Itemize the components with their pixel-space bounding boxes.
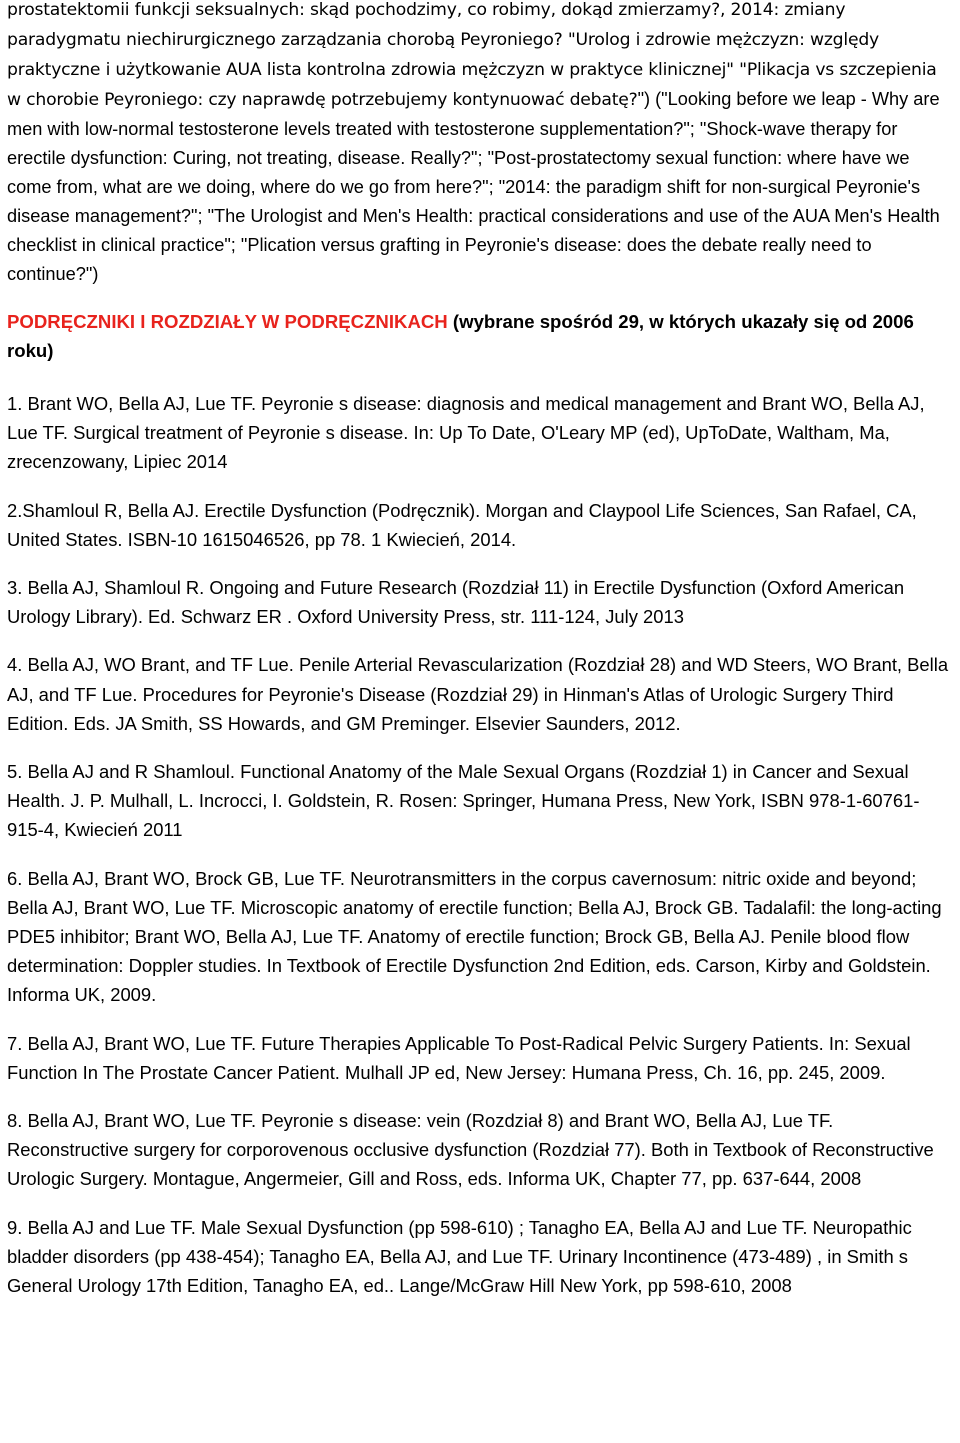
reference-entry-1: 1. Brant WO, Bella AJ, Lue TF. Peyronie s disease: diagnosis and medical management and Brant WO, Bella AJ, Lue TF. Surgical treatment of Peyronie s disease. In: Up To Date, O'Leary MP (ed), UpToDate, Waltham, Ma, zrecenzowany, Lipiec 2014 (7, 393, 925, 473)
reference-entry-6: 6. Bella AJ, Brant WO, Brock GB, Lue TF. Neurotransmitters in the corpus cavernosum: nitric oxide and beyond; Bella AJ, Brant WO, Lue TF. Microscopic anatomy of erectile function; Bella AJ, Brock GB. Tadalafil: the long-acting PDE5 inhibitor; Brant WO, Bella AJ, Lue TF. Anatomy of erectile function; Brock GB, Bella AJ. Penile blood flow determination: Doppler studies. In Textbook of Erectile Dysfunction 2nd Edition, eds. Carson, Kirby and Goldstein. Informa UK, 2009. (7, 867, 942, 1006)
section-title: PODRĘCZNIKI I ROZDZIAŁY W PODRĘCZNIKACH (7, 311, 448, 332)
reference-entry-8: 8. Bella AJ, Brant WO, Lue TF. Peyronie s disease: vein (Rozdział 8) and Brant WO, Bella AJ, Lue TF. Reconstructive surgery for corporovenous occlusive dysfunction (Rozdział 77). Both in Textbook of Reconstructive Urologic Surgery. Montague, Angermeier, Gill and Ross, eds. Informa UK, Chapter 77, pp. 637-644, 2008 (7, 1110, 934, 1190)
continuation-english-text: ") ("Looking before we leap - Why are men with low-normal testosterone levels treated with testosterone supplementation?"; "Shock-wave therapy for erectile dysfunction: Curing, not treating, disease. Really?"; "Post-prostatectomy sexual function: where have we come from, what are we doing, where do we go from here?"; "2014: the paradigm shift for non-surgical Peyronie's disease management?"; "The Urologist and Men's Health: practical considerations and use of the AUA Men's Health checklist in clinical practice"; "Plication versus grafting in Peyronie's disease: does the debate really need to continue?") (7, 89, 940, 284)
continuation-polish-text: prostatektomii funkcji seksualnych: skąd pochodzimy, co robimy, dokąd zmierzamy?, 2014: zmiany paradygmatu niechirurgicznego zarządzania chorobą Peyroniego? "Urolog i zdrowie mężczyzn: względy praktyczne i użytkowanie AUA lista kontrolna zdrowia mężczyzn w praktyce klinicznej" "Plikacja vs szczepienia w chorobie Peyroniego: czy naprawdę potrzebujemy kontynuować debatę? (7, 0, 937, 110)
section-heading (7, 307, 955, 365)
reference-entry-4: 4. Bella AJ, WO Brant, and TF Lue. Penile Arterial Revascularization (Rozdział 28) and WD Steers, WO Brant, Bella AJ, and TF Lue. Procedures for Peyronie's Disease (Rozdział 29) in Hinman's Atlas of Urologic Surgery Third Edition. Eds. JA Smith, SS Howards, and GM Preminger. Elsevier Saunders, 2012. (7, 654, 949, 734)
reference-entry-9: 9. Bella AJ and Lue TF. Male Sexual Dysfunction (pp 598-610) ; Tanagho EA, Bella AJ and Lue TF. Neuropathic bladder disorders (pp 438-454); Tanagho EA, Bella AJ, and Lue TF. Urinary Incontinence (473-489) , in Smith s General Urology 17th Edition, Tanagho EA, ed.. Lange/McGraw Hill New York, pp 598-610, 2008 (7, 1216, 912, 1297)
section-subtitle: (wybrane spośród 29, w których ukazały się od 2006 roku) (7, 311, 914, 361)
document-page (7, 0, 955, 1300)
reference-entry-7: 7. Bella AJ, Brant WO, Lue TF. Future Therapies Applicable To Post-Radical Pelvic Surgery Patients. In: Sexual Function In The Prostate Cancer Patient. Mulhall JP ed, New Jersey: Humana Press, Ch. 16, pp. 245, 2009. (7, 1032, 911, 1083)
continuation-paragraph (7, 0, 955, 289)
reference-entry-5: 5. Bella AJ and R Shamloul. Functional Anatomy of the Male Sexual Organs (Rozdział 1) in Cancer and Sexual Health. J. P. Mulhall, L. Incrocci, I. Goldstein, R. Rosen: Springer, Humana Press, New York, ISBN 978-1-60761-915-4, Kwiecień 2011 (7, 761, 920, 841)
reference-entry-2: 2.Shamloul R, Bella AJ. Erectile Dysfunction (Podręcznik). Morgan and Claypool Life Sciences, San Rafael, CA, United States. ISBN-10 1615046526, pp 78. 1 Kwiecień, 2014. (7, 499, 917, 550)
reference-entry-3: 3. Bella AJ, Shamloul R. Ongoing and Future Research (Rozdział 11) in Erectile Dysfunction (Oxford American Urology Library). Ed. Schwarz ER . Oxford University Press, str. 111-124, July 2013 (7, 577, 905, 628)
